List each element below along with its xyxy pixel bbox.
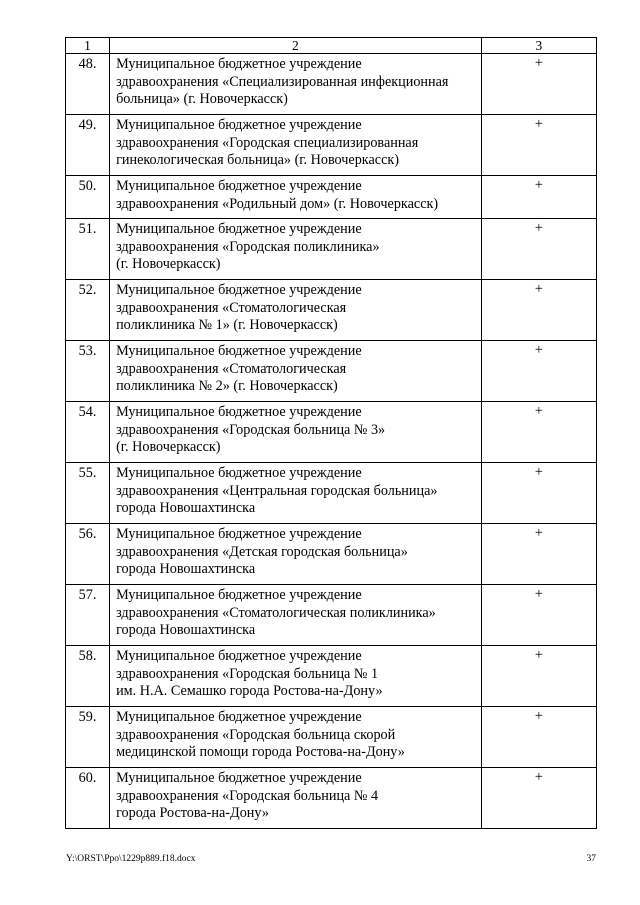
row-number-cell: 55.: [66, 463, 110, 524]
institution-name-cell: [110, 585, 482, 646]
institution-name-line: здравоохранения «Городская больница № 3»: [116, 421, 386, 438]
institution-name-line: здравоохранения «Городская больница № 4: [116, 787, 379, 804]
institution-name-line: Муниципальное бюджетное учреждение: [116, 648, 362, 664]
row-number-cell: 58.: [66, 646, 110, 707]
institution-name-line: города Новошахтинска: [116, 500, 256, 516]
table-row: [66, 54, 597, 115]
institution-name-line: Муниципальное бюджетное учреждение: [116, 343, 362, 359]
institution-name-line: больница» (г. Новочеркасск): [116, 91, 288, 107]
table-row: [66, 707, 597, 768]
institution-name-cell: [110, 463, 482, 524]
mark-cell: +: [481, 524, 596, 585]
institution-name-cell: [110, 646, 482, 707]
table-row: [66, 768, 597, 829]
header-cell-mark: 3: [481, 38, 596, 54]
institution-name-line: (г. Новочеркасск): [116, 256, 221, 272]
table-row: [66, 219, 597, 280]
institution-name-line: здравоохранения «Стоматологическая: [116, 360, 347, 377]
institution-name-line: здравоохранения «Центральная городская больница»: [116, 482, 438, 499]
mark-cell: +: [481, 402, 596, 463]
table-body: [66, 38, 597, 829]
row-number-cell: 52.: [66, 280, 110, 341]
table-row: [66, 524, 597, 585]
institution-name-line: им. Н.А. Семашко города Ростова-на-Дону»: [116, 683, 383, 699]
institution-name-cell: [110, 707, 482, 768]
mark-cell: +: [481, 280, 596, 341]
institution-name-line: Муниципальное бюджетное учреждение: [116, 770, 362, 786]
institution-name-line: Муниципальное бюджетное учреждение: [116, 117, 362, 133]
mark-cell: +: [481, 219, 596, 280]
row-number-cell: 48.: [66, 54, 110, 115]
footer-page-number: 37: [586, 854, 596, 864]
table-row: [66, 402, 597, 463]
institution-name-cell: [110, 280, 482, 341]
row-number-cell: 49.: [66, 115, 110, 176]
institution-name-line: Муниципальное бюджетное учреждение: [116, 465, 362, 481]
table-row: [66, 646, 597, 707]
institution-name-line: здравоохранения «Специализированная инфекционная: [116, 73, 449, 90]
institution-name-cell: [110, 524, 482, 585]
table-row: [66, 341, 597, 402]
institution-name-line: здравоохранения «Родильный дом» (г. Новочеркасск): [116, 195, 439, 212]
mark-cell: +: [481, 115, 596, 176]
table-header-row: [66, 38, 597, 54]
institution-name-cell: [110, 768, 482, 829]
row-number-cell: 53.: [66, 341, 110, 402]
institution-name-line: Муниципальное бюджетное учреждение: [116, 282, 362, 298]
institution-name-line: (г. Новочеркасск): [116, 439, 221, 455]
institution-name-line: Муниципальное бюджетное учреждение: [116, 404, 362, 420]
institution-name-cell: [110, 54, 482, 115]
table-row: [66, 176, 597, 219]
institution-name-line: медицинской помощи города Ростова-на-Дону»: [116, 744, 405, 760]
mark-cell: +: [481, 54, 596, 115]
institution-name-cell: [110, 115, 482, 176]
institution-name-line: Муниципальное бюджетное учреждение: [116, 709, 362, 725]
table-row: [66, 463, 597, 524]
header-cell-name: 2: [110, 38, 482, 54]
mark-cell: +: [481, 176, 596, 219]
mark-cell: +: [481, 707, 596, 768]
institution-name-line: здравоохранения «Городская больница скорой: [116, 726, 396, 743]
institution-name-line: Муниципальное бюджетное учреждение: [116, 526, 362, 542]
mark-cell: +: [481, 585, 596, 646]
institution-name-line: здравоохранения «Городская специализированная: [116, 134, 419, 151]
institution-name-line: города Ростова-на-Дону»: [116, 805, 269, 821]
institution-name-line: здравоохранения «Стоматологическая: [116, 299, 347, 316]
header-cell-num: 1: [66, 38, 110, 54]
institution-name-line: здравоохранения «Городская больница № 1: [116, 665, 379, 682]
row-number-cell: 57.: [66, 585, 110, 646]
institution-name-line: Муниципальное бюджетное учреждение: [116, 178, 362, 194]
institution-name-cell: [110, 341, 482, 402]
row-number-cell: 51.: [66, 219, 110, 280]
row-number-cell: 60.: [66, 768, 110, 829]
row-number-cell: 59.: [66, 707, 110, 768]
mark-cell: +: [481, 341, 596, 402]
institution-name-line: Муниципальное бюджетное учреждение: [116, 221, 362, 237]
institution-name-line: Муниципальное бюджетное учреждение: [116, 56, 362, 72]
row-number-cell: 54.: [66, 402, 110, 463]
institution-name-line: здравоохранения «Детская городская больница»: [116, 543, 408, 560]
institution-name-line: Муниципальное бюджетное учреждение: [116, 587, 362, 603]
table-row: [66, 280, 597, 341]
row-number-cell: 50.: [66, 176, 110, 219]
institution-name-line: здравоохранения «Городская поликлиника»: [116, 238, 380, 255]
institution-name-line: поликлиника № 1» (г. Новочеркасск): [116, 317, 338, 333]
institution-name-line: гинекологическая больница» (г. Новочеркасск): [116, 152, 399, 168]
institution-name-line: города Новошахтинска: [116, 622, 256, 638]
mark-cell: +: [481, 463, 596, 524]
table-row: [66, 585, 597, 646]
footer-file-path: Y:\ORST\Ppo\1229p889.f18.docx: [66, 854, 196, 864]
institution-name-line: поликлиника № 2» (г. Новочеркасск): [116, 378, 338, 394]
mark-cell: +: [481, 768, 596, 829]
table-row: [66, 115, 597, 176]
row-number-cell: 56.: [66, 524, 110, 585]
institutions-table: [65, 37, 597, 829]
institution-name-cell: [110, 402, 482, 463]
institution-name-cell: [110, 176, 482, 219]
institution-name-line: города Новошахтинска: [116, 561, 256, 577]
institution-name-cell: [110, 219, 482, 280]
mark-cell: +: [481, 646, 596, 707]
institution-name-line: здравоохранения «Стоматологическая поликлиника»: [116, 604, 436, 621]
